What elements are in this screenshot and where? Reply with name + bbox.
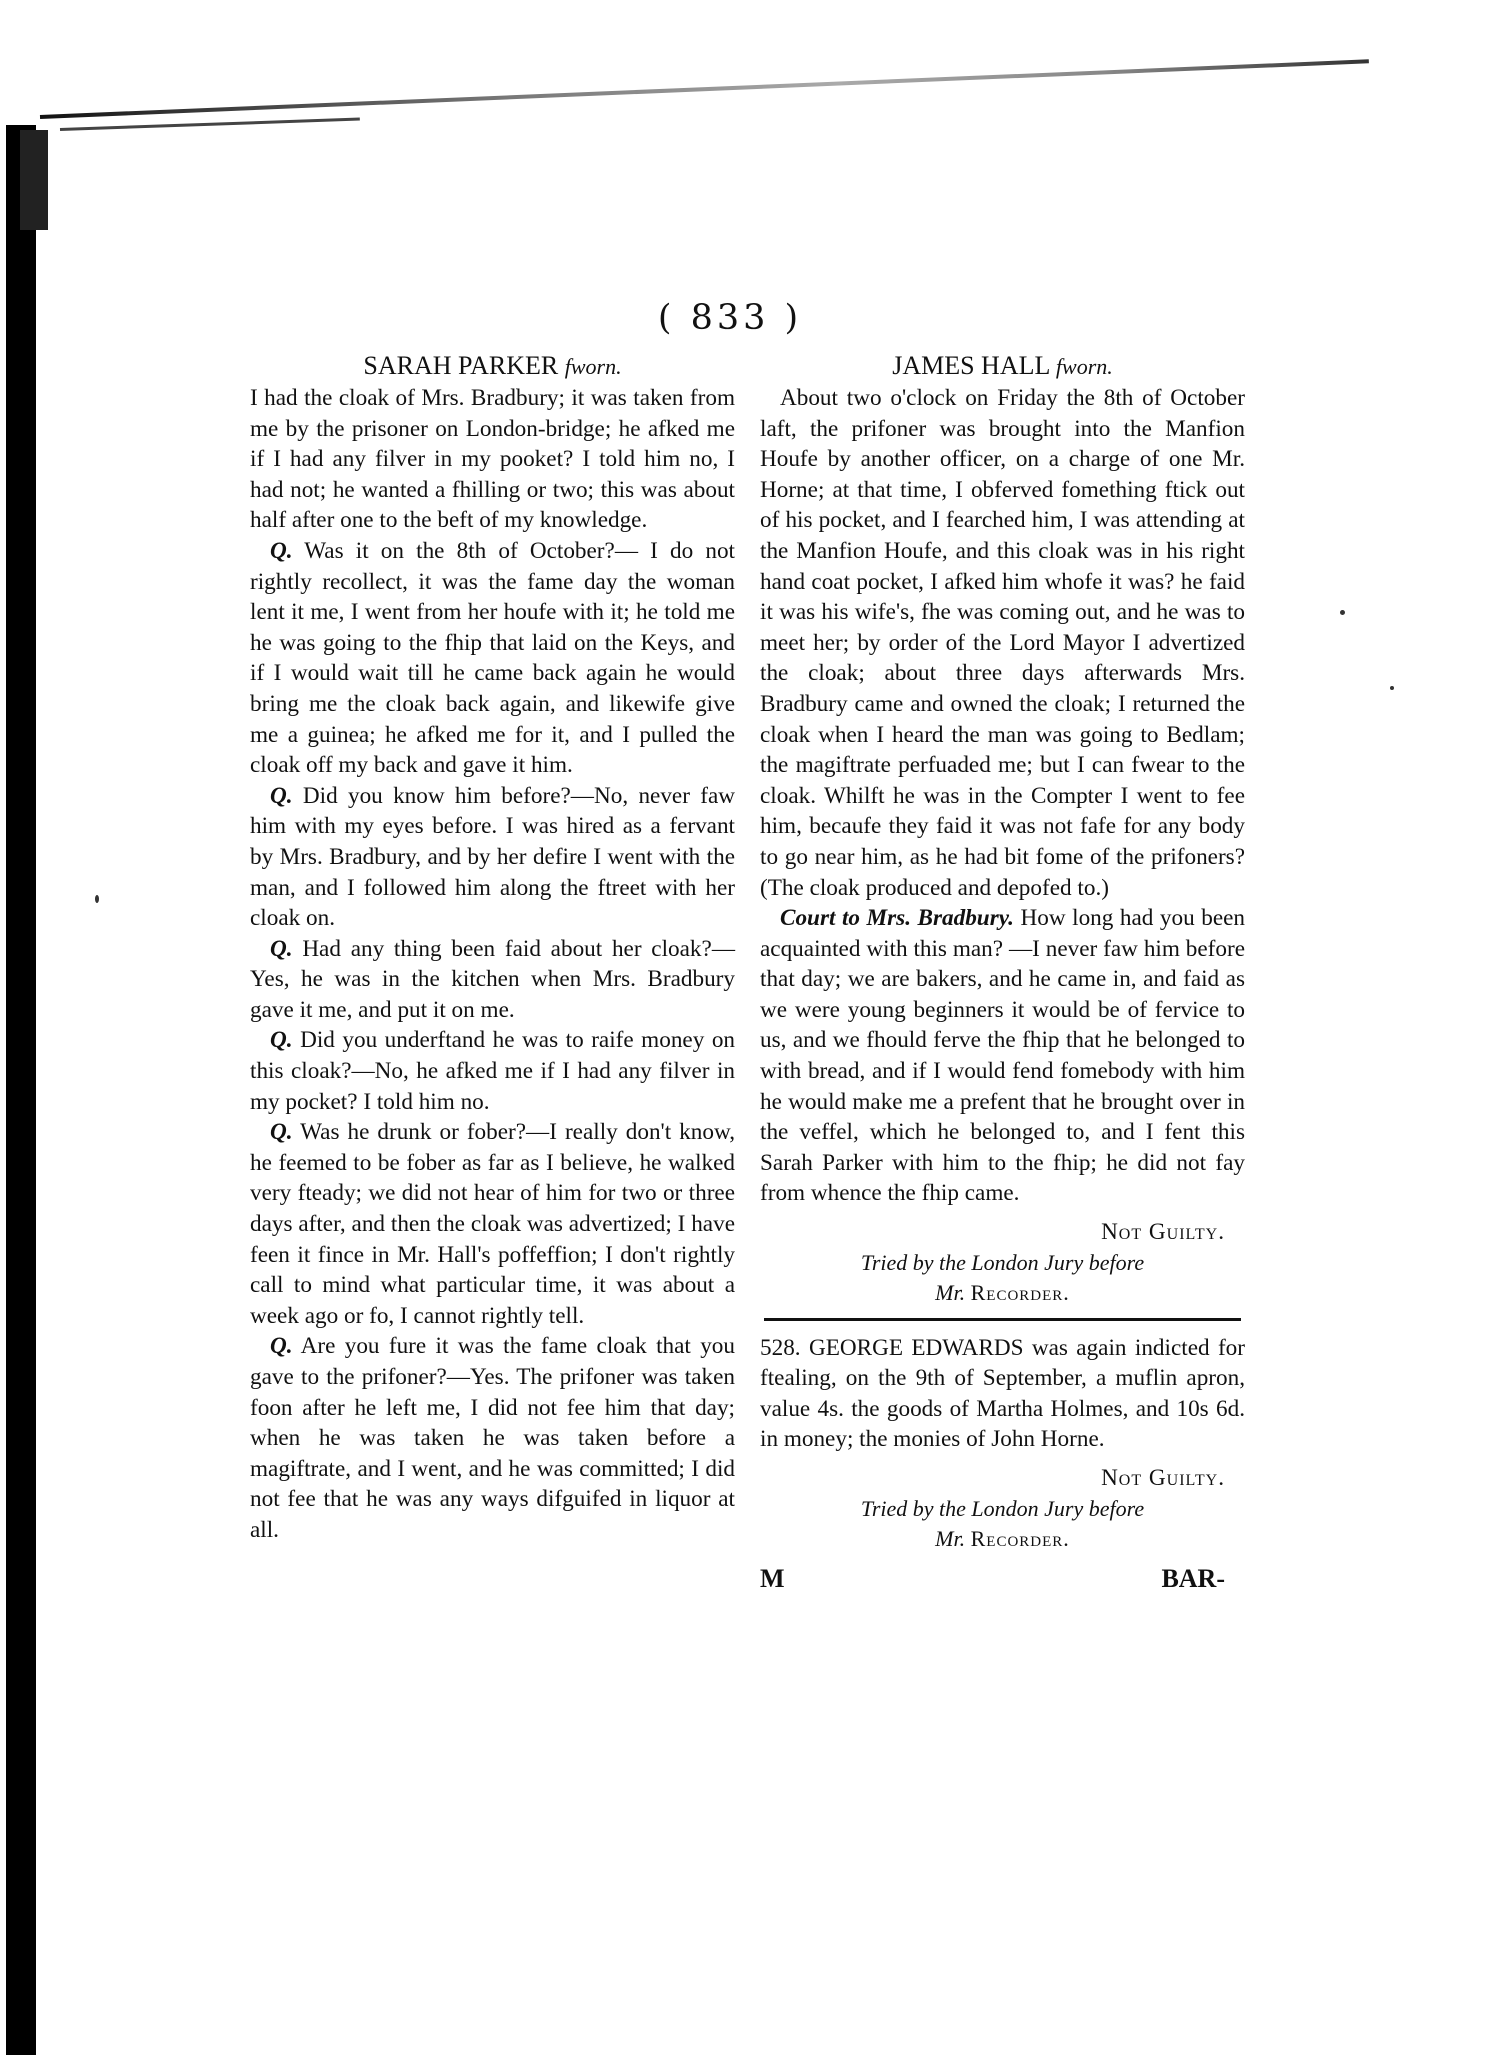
witness-name: JAMES HALL xyxy=(892,351,1050,380)
witness-name: SARAH PARKER xyxy=(363,351,559,380)
case-paragraph xyxy=(760,1333,1245,1455)
ink-speck xyxy=(95,895,99,903)
page-binding-dark-patch xyxy=(20,130,48,230)
testimony-paragraph xyxy=(250,934,735,1026)
case-text: GEORGE EDWARDS was again indicted for ftealing, on the 9th of September, a muflin apron, value 4s. the goods of Martha Holmes, and 10s 6d. in money; the monies of John Horne. xyxy=(760,1334,1246,1453)
question-marker: Q. xyxy=(270,1027,293,1054)
recorder-line xyxy=(760,1524,1245,1554)
recorder-name: Recorder. xyxy=(970,1525,1070,1551)
court-label: Court to Mrs. Bradbury. xyxy=(780,905,1014,932)
witness-heading-james-hall xyxy=(760,350,1245,383)
question-marker: Q. xyxy=(270,935,293,962)
page-binding-shadow xyxy=(6,125,36,2055)
court-examination-paragraph xyxy=(760,903,1245,1209)
paragraph-text: I had the cloak of Mrs. Bradbury; it was taken from me by the prisoner on London-bridge; he afked me if I had any filver in my pooket? I told him no, I had not; he wanted a fhilling or two; this was about half after one to the beft of my knowledge. xyxy=(250,385,735,534)
page-footer xyxy=(760,1564,1245,1595)
paragraph-text: Was he drunk or fober?—I really don't know, he feemed to be fober as far as I believe, he walked very fteady; we did not hear of him for two or three days after, and then the cloak was advertized; I have feen it fince in Mr. Hall's poffeffion; I don't rightly call to mind what particular time, it was about a week ago or fo, I cannot rightly tell. xyxy=(250,1119,735,1329)
top-rule-line-secondary xyxy=(60,118,360,131)
catchword: BAR- xyxy=(1161,1563,1225,1593)
testimony-paragraph xyxy=(250,383,735,536)
recorder-title: Mr. xyxy=(935,1525,966,1551)
recorder-line xyxy=(760,1278,1245,1308)
ink-speck xyxy=(1340,610,1345,615)
recorder-title: Mr. xyxy=(935,1279,966,1305)
testimony-paragraph xyxy=(250,781,735,934)
right-column xyxy=(760,350,1245,1594)
tried-line: Tried by the London Jury before xyxy=(860,1249,1145,1275)
top-rule-line xyxy=(40,59,1369,119)
left-column xyxy=(250,350,735,1546)
recorder-name: Recorder. xyxy=(970,1279,1070,1305)
paragraph-text: Are you fure it was the fame cloak that you gave to the prifoner?—Yes. The prifoner was taken foon after he left me, I did not fee him that day; when he was taken he was taken before a magiftrate, and I went, and he was committed; I did not fee that he was any ways difguifed in liquor at all. xyxy=(250,1333,735,1543)
paragraph-text: Was it on the 8th of October?— I do not rightly recollect, it was the fame day the woman lent it me, I went from her houfe with it; he told me he was going to the fhip that laid on the Keys, and if I would wait till he came back again he would bring me the cloak back again, and likewife give me a guinea; he afked me for it, and I pulled the cloak off my back and gave it him. xyxy=(250,537,735,779)
witness-heading-sarah-parker xyxy=(250,350,735,383)
ink-speck xyxy=(1390,686,1394,690)
page-number: ( 833 ) xyxy=(657,298,803,338)
tried-line: Tried by the London Jury before xyxy=(860,1495,1145,1521)
testimony-paragraph xyxy=(250,536,735,781)
testimony-paragraph xyxy=(250,1331,735,1545)
paragraph-text: Did you underftand he was to raife money on this cloak?—No, he afked me if I had any filver in my pocket? I told him no. xyxy=(250,1027,736,1115)
paragraph-text: How long had you been acquainted with this man? —I never faw him before that day; we are bakers, and he came in, and faid as we were young beginners it would be of fervice to us, and we fhould ferve the fhip that he belonged to with bread, and if I would fend fomebody with him he would make me a prefent that he brought over in the veffel, which he belonged to, and I fent this Sarah Parker with him to the fhip; he did not fay from whence the fhip came. xyxy=(760,905,1246,1207)
paragraph-text: Had any thing been faid about her cloak?—Yes, he was in the kitchen when Mrs. Bradbury gave it me, and put it on me. xyxy=(250,935,736,1023)
sworn-label: fworn. xyxy=(1055,354,1113,379)
question-marker: Q. xyxy=(270,1333,293,1360)
signature-mark: M xyxy=(760,1563,785,1593)
question-marker: Q. xyxy=(270,537,293,564)
testimony-paragraph xyxy=(760,383,1245,903)
verdict: Not Guilty. xyxy=(1101,1219,1225,1246)
sworn-label: fworn. xyxy=(564,354,622,379)
paragraph-text: Did you know him before?—No, never faw him with my eyes before. I was hired as a fervant by Mrs. Bradbury, and by her defire I went with the man, and I followed him along the ftreet with her cloak on. xyxy=(250,782,736,932)
verdict: Not Guilty. xyxy=(1101,1465,1225,1491)
paragraph-text: About two o'clock on Friday the 8th of October laft, the prifoner was brought into the Manfion Houfe by another officer, on a charge of one Mr. Horne; at that time, I obferved fomething ftick out of his pocket, and I fearched him, I was attending at the Manfion Houfe, and this cloak was in his right hand coat pocket, I afked him whofe it was? he faid it was his wife's, fhe was coming out, and he was to meet her; by order of the Lord Mayor I advertized the cloak; about three days afterwards Mrs. Bradbury came and owned the cloak; I returned the cloak when I heard the man was going to Bedlam; the magiftrate perfuaded me; but I can fwear to the cloak. Whilft he was in the Compter I went to fee him, becaufe they faid it was not fafe for any body to go near him, as he had bit fome of the prifoners? (The cloak produced and depofed to.) xyxy=(760,385,1245,901)
case-divider xyxy=(764,1318,1241,1321)
question-marker: Q. xyxy=(270,782,293,809)
case-number: 528. xyxy=(760,1334,801,1361)
question-marker: Q. xyxy=(270,1119,293,1146)
testimony-paragraph xyxy=(250,1025,735,1117)
testimony-paragraph xyxy=(250,1117,735,1331)
